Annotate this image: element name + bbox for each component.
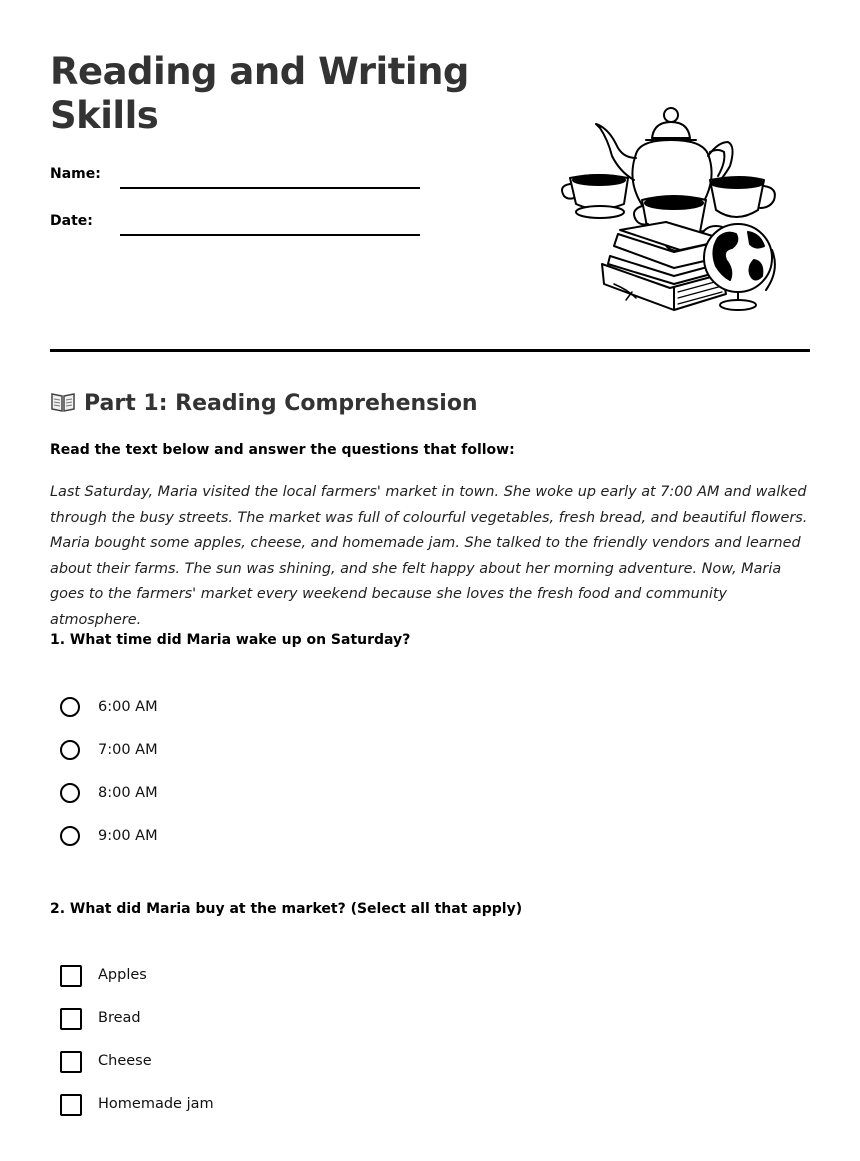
question-2: 2. What did Maria buy at the market? (Select all that apply) <box>50 901 523 917</box>
option-label: 6:00 AM <box>98 699 158 715</box>
checkbox[interactable] <box>60 1094 82 1116</box>
worksheet-page <box>50 0 810 1112</box>
date-label: Date: <box>50 213 93 229</box>
date-field[interactable] <box>50 211 430 235</box>
name-label: Name: <box>50 166 101 182</box>
worksheet-header <box>50 0 810 350</box>
q1-option-9am[interactable] <box>60 825 360 851</box>
title-line-1: Reading and Writing <box>50 50 469 93</box>
radio-button[interactable] <box>60 783 80 803</box>
q2-option-bread[interactable] <box>60 1007 360 1033</box>
title-line-2: Skills <box>50 94 159 137</box>
q1-option-7am[interactable] <box>60 739 360 765</box>
radio-button[interactable] <box>60 826 80 846</box>
part1-heading <box>50 388 478 420</box>
option-label: Homemade jam <box>98 1096 214 1112</box>
part1-title: Part 1: Reading Comprehension <box>84 391 478 416</box>
checkbox[interactable] <box>60 1051 82 1073</box>
header-divider <box>50 349 810 352</box>
q2-option-apples[interactable] <box>60 964 360 990</box>
radio-button[interactable] <box>60 740 80 760</box>
q2-option-cheese[interactable] <box>60 1050 360 1076</box>
open-book-icon <box>50 391 76 413</box>
reading-passage: Last Saturday, Maria visited the local farmers' market in town. She woke up early at 7:00 AM and walked through the busy streets. The market was full of colourful vegetables, fresh bread, and beautiful flowers. Maria bought some apples, cheese, and homemade jam. She talked to the friendly vendors and learned about their farms. The sun was shining, and she felt happy about her morning adventure. Now, Maria goes to the farmers' market every weekend because she loves the fresh food and community atmosphere. <box>50 484 808 628</box>
option-label: Bread <box>98 1010 141 1026</box>
date-input-line[interactable] <box>120 234 420 236</box>
page-title <box>50 50 490 138</box>
option-label: 8:00 AM <box>98 785 158 801</box>
part1-instruction: Read the text below and answer the questions that follow: <box>50 442 515 458</box>
name-field[interactable] <box>50 164 430 188</box>
checkbox[interactable] <box>60 965 82 987</box>
checkbox[interactable] <box>60 1008 82 1030</box>
option-label: 7:00 AM <box>98 742 158 758</box>
q2-option-homemade-jam[interactable] <box>60 1093 360 1119</box>
q1-option-6am[interactable] <box>60 696 360 722</box>
teapot-cups-books-globe-illustration <box>550 100 780 315</box>
question-1: 1. What time did Maria wake up on Saturday? <box>50 632 411 648</box>
option-label: 9:00 AM <box>98 828 158 844</box>
radio-button[interactable] <box>60 697 80 717</box>
q1-option-8am[interactable] <box>60 782 360 808</box>
name-input-line[interactable] <box>120 187 420 189</box>
option-label: Apples <box>98 967 147 983</box>
option-label: Cheese <box>98 1053 152 1069</box>
